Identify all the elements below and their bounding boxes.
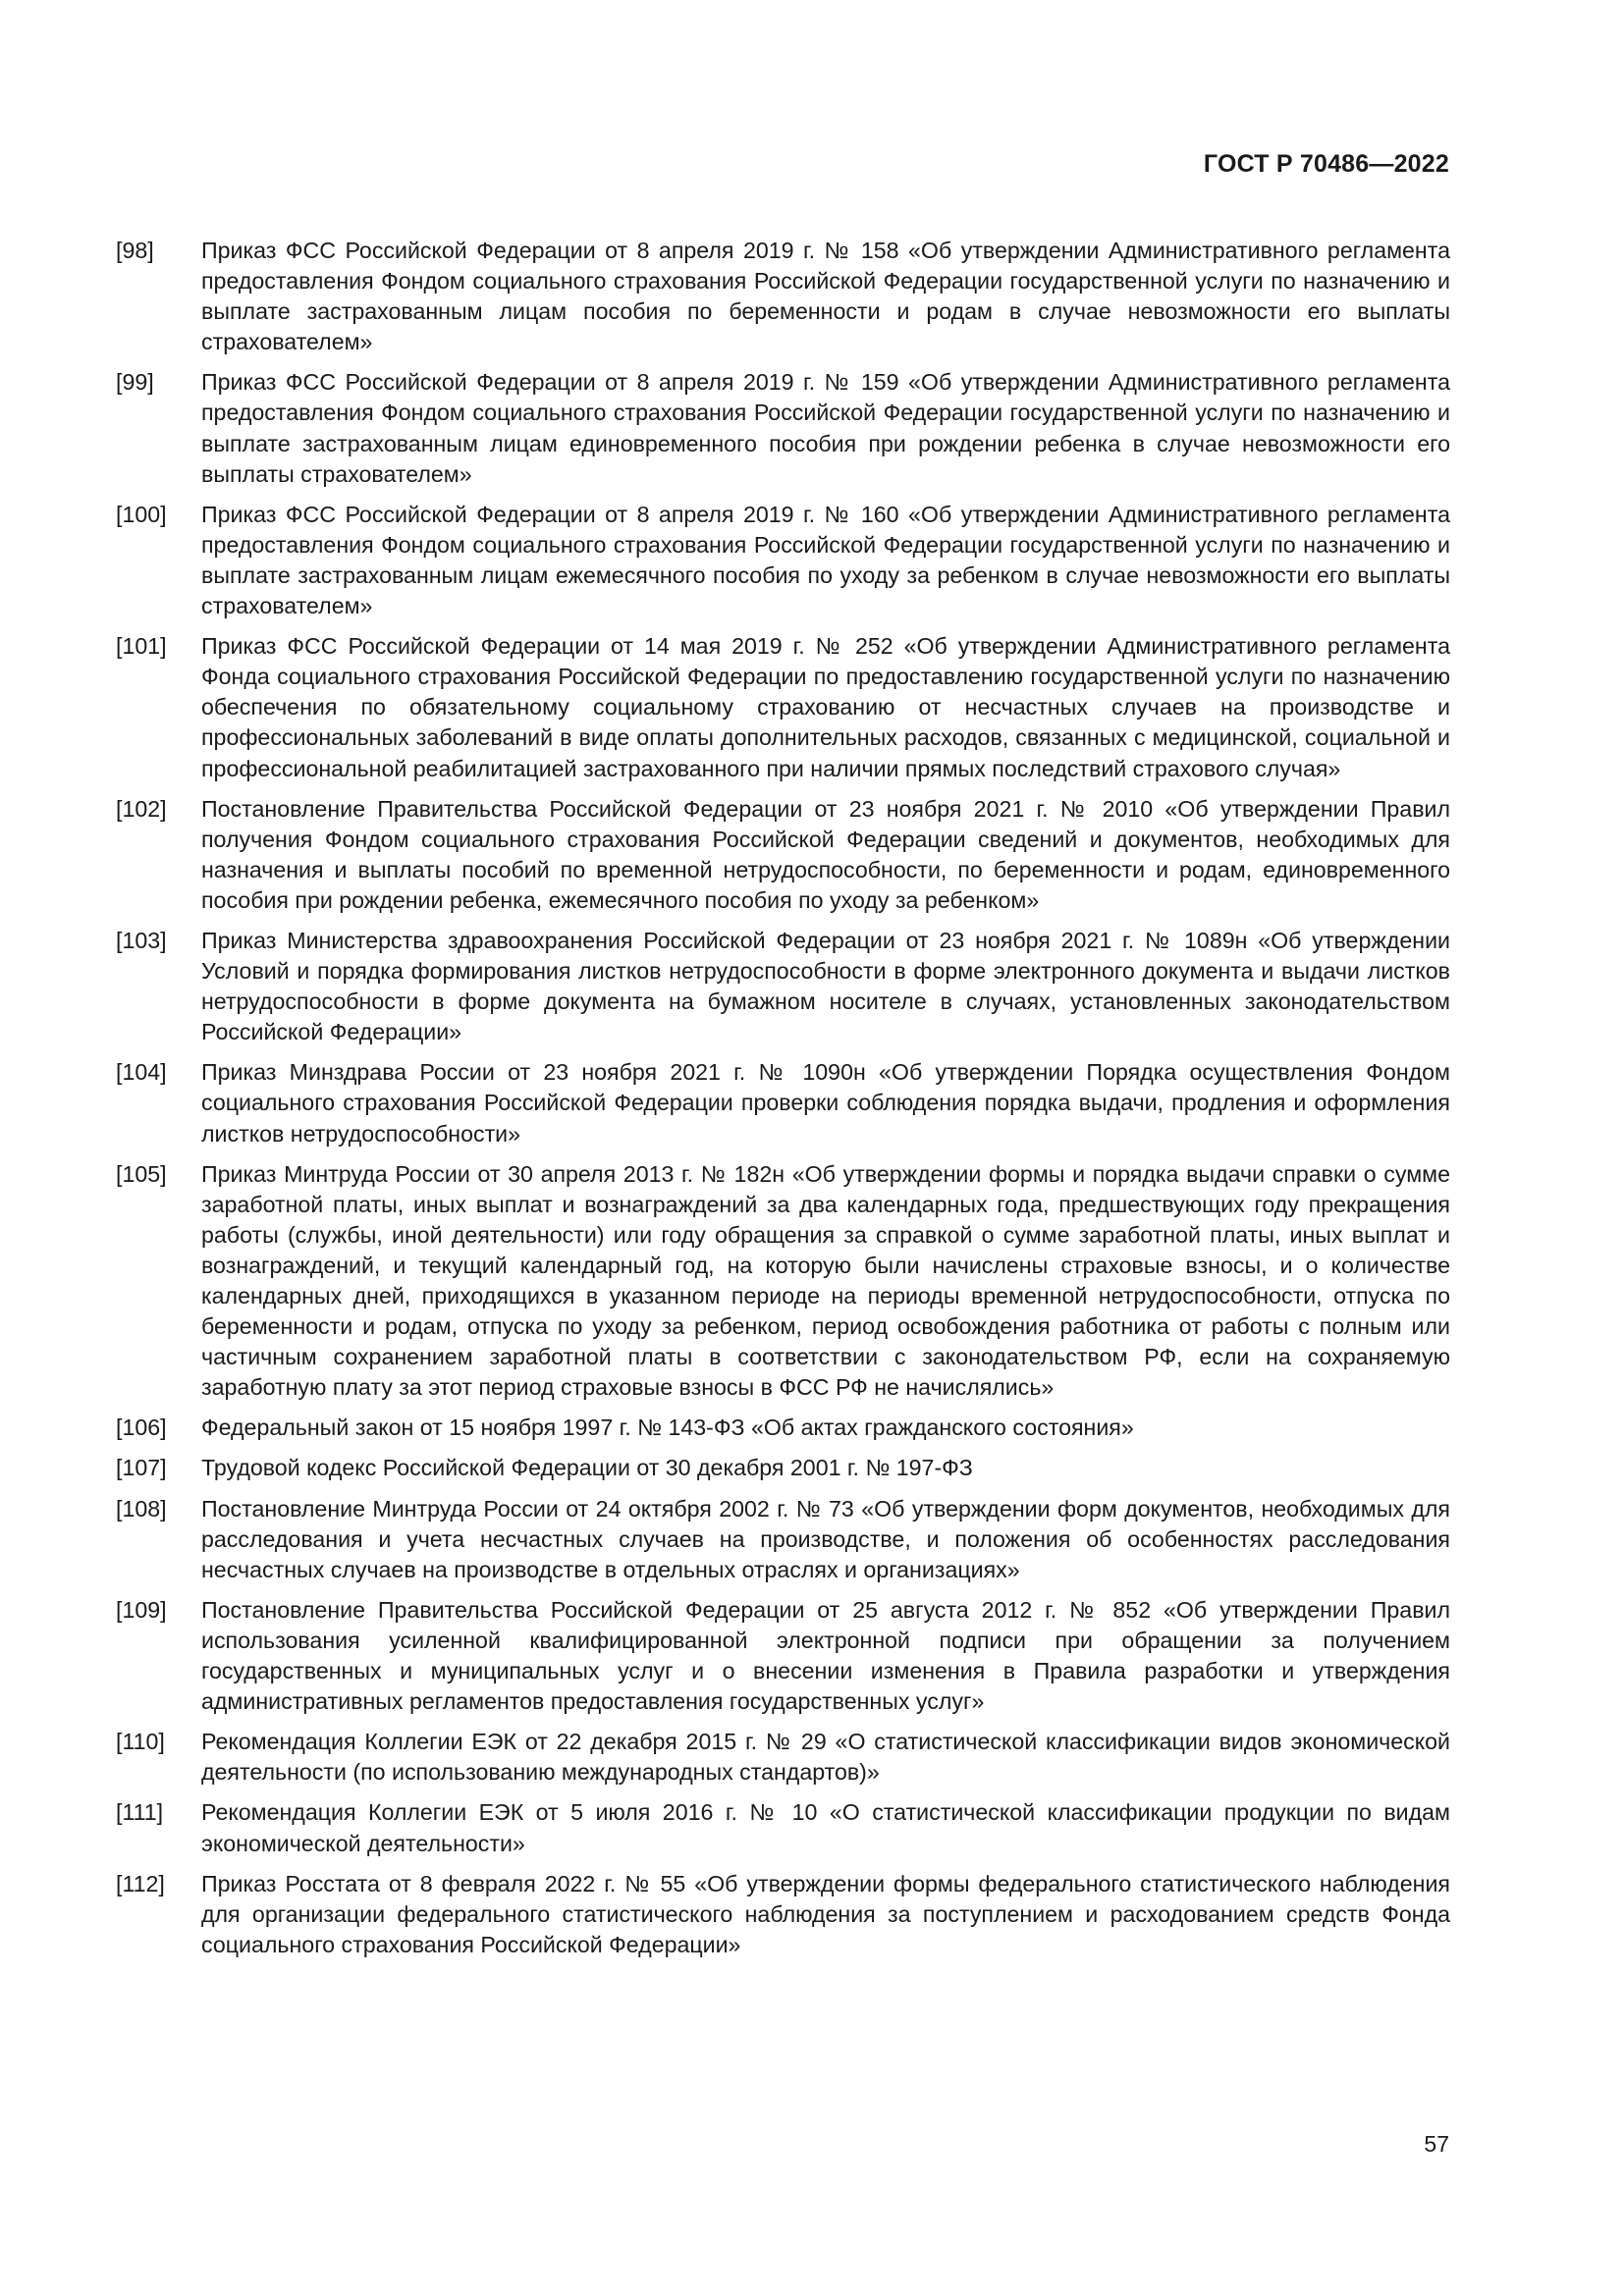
- entry-number: [108]: [116, 1495, 167, 1522]
- entry-text: Федеральный закон от 15 ноября 1997 г. № 143-ФЗ «Об актах гражданского состояния»: [201, 1415, 1134, 1441]
- entry-number: [109]: [116, 1596, 167, 1623]
- entry-number: [98]: [116, 238, 154, 263]
- bibliography-entry: [116, 500, 1450, 621]
- bibliography-list: [116, 236, 1450, 1970]
- entry-text: Постановление Правительства Российской Федерации от 23 ноября 2021 г. № 2010 «Об утверждении Правил получения Фондом социального страхования Российской Федерации сведений и документов, необходимых для назначения и выплаты пособий по временной нетрудоспособности, по беременности и родам, единовременного пособия при рождении ребенка, ежемесячного пособия по уходу за ребенком»: [201, 795, 1450, 913]
- bibliography-entry: [116, 236, 1450, 357]
- bibliography-entry: [116, 631, 1450, 783]
- entry-number: [106]: [116, 1415, 167, 1441]
- entry-number: [105]: [116, 1160, 167, 1187]
- entry-text: Приказ Минтруда России от 30 апреля 2013 г. № 182н «Об утверждении формы и порядка выдачи справки о сумме заработной платы, иных выплат и вознаграждений за два календарных года, предшествующих году прекращения работы (службы, иной деятельности) или году обращения за справкой о сумме заработной платы, иных выплат и вознаграждений, и текущий календарный год, на которую были начислены страховые взносы, и о количестве календарных дней, приходящихся в указанном периоде на периоды временной нетрудоспособности, отпуска по беременности и родам, отпуска по уходу за ребенком, период освобождения работника от работы с полным или частичным сохранением заработной платы в соответствии с законодательством РФ, если на сохраняемую заработную плату за этот период страховые взносы в ФСС РФ не начислялись»: [201, 1160, 1450, 1401]
- bibliography-entry: [116, 926, 1450, 1047]
- bibliography-entry: [116, 1494, 1450, 1585]
- entry-number: [101]: [116, 633, 167, 660]
- entry-number: [112]: [116, 1870, 165, 1896]
- entry-text: Приказ Минздрава России от 23 ноября 2021 г. № 1090н «Об утверждении Порядка осуществления Фондом социального страхования Российской Федерации проверки соблюдения порядка выдачи, продления и оформления листков нетрудоспособности»: [201, 1059, 1450, 1147]
- entry-text: Приказ ФСС Российской Федерации от 8 апреля 2019 г. № 158 «Об утверждении Административного регламента предоставления Фондом социального страхования Российской Федерации государственной услуги по назначению и выплате застрахованным лицам пособия по беременности и родам в случае невозможности его выплаты страхователем»: [201, 238, 1450, 355]
- entry-number: [111]: [116, 1799, 164, 1826]
- entry-number: [99]: [116, 369, 154, 396]
- entry-number: [100]: [116, 501, 167, 527]
- bibliography-entry: [116, 1453, 1450, 1483]
- entry-text: Рекомендация Коллегии ЕЭК от 22 декабря 2015 г. № 29 «О статистической классификации видов экономической деятельности (по использованию международных стандартов)»: [201, 1729, 1450, 1786]
- entry-number: [107]: [116, 1455, 167, 1481]
- page-number: 57: [1424, 2131, 1449, 2157]
- bibliography-entry: [116, 1727, 1450, 1788]
- bibliography-entry: [116, 1159, 1450, 1404]
- entry-number: [110]: [116, 1729, 165, 1755]
- entry-number: [102]: [116, 795, 167, 822]
- bibliography-entry: [116, 1595, 1450, 1717]
- bibliography-entry: [116, 1797, 1450, 1858]
- bibliography-entry: [116, 1869, 1450, 1960]
- bibliography-entry: [116, 794, 1450, 916]
- entry-text: Постановление Минтруда России от 24 октября 2002 г. № 73 «Об утверждении форм документов, необходимых для расследования и учета несчастных случаев на производстве, и положения об особенностях расследования несчастных случаев на производстве в отдельных отраслях и организациях»: [201, 1495, 1450, 1582]
- entry-text: Приказ ФСС Российской Федерации от 14 мая 2019 г. № 252 «Об утверждении Административного регламента Фонда социального страхования Российской Федерации по предоставлению государственной услуги по назначению обеспечения по обязательному социальному страхованию от несчастных случаев на производстве и профессиональных заболеваний в виде оплаты дополнительных расходов, связанных с медицинской, социальной и профессиональной реабилитацией застрахованного при наличии прямых последствий страхового случая»: [201, 633, 1450, 781]
- entry-number: [104]: [116, 1059, 167, 1086]
- document-header: ГОСТ Р 70486—2022: [1203, 150, 1449, 178]
- entry-text: Приказ ФСС Российской Федерации от 8 апреля 2019 г. № 159 «Об утверждении Административного регламента предоставления Фондом социального страхования Российской Федерации государственной услуги по назначению и выплате застрахованным лицам единовременного пособия при рождении ребенка в случае невозможности его выплаты страхователем»: [201, 369, 1450, 487]
- entry-text: Приказ Министерства здравоохранения Российской Федерации от 23 ноября 2021 г. № 1089н «Об утверждении Условий и порядка формирования листков нетрудоспособности в форме электронного документа и выдачи листков нетрудоспособности в форме документа на бумажном носителе в случаях, установленных законодательством Российской Федерации»: [201, 927, 1450, 1045]
- entry-text: Приказ Росстата от 8 февраля 2022 г. № 55 «Об утверждении формы федерального статистического наблюдения для организации федерального статистического наблюдения за поступлением и расходованием средств Фонда социального страхования Российской Федерации»: [201, 1870, 1450, 1957]
- entry-text: Трудовой кодекс Российской Федерации от 30 декабря 2001 г. № 197-ФЗ: [201, 1455, 973, 1481]
- entry-text: Приказ ФСС Российской Федерации от 8 апреля 2019 г. № 160 «Об утверждении Административного регламента предоставления Фондом социального страхования Российской Федерации государственной услуги по назначению и выплате застрахованным лицам ежемесячного пособия по уходу за ребенком в случае невозможности его выплаты страхователем»: [201, 501, 1450, 619]
- bibliography-entry: [116, 1057, 1450, 1148]
- entry-number: [103]: [116, 927, 167, 953]
- entry-text: Рекомендация Коллегии ЕЭК от 5 июля 2016 г. № 10 «О статистической классификации продукции по видам экономической деятельности»: [201, 1799, 1450, 1856]
- bibliography-entry: [116, 367, 1450, 489]
- bibliography-entry: [116, 1413, 1450, 1443]
- entry-text: Постановление Правительства Российской Федерации от 25 августа 2012 г. № 852 «Об утверждении Правил использования усиленной квалифицированной электронной подписи при обращении за получением государственных и муниципальных услуг и о внесении изменения в Правила разработки и утверждения административных регламентов предоставления государственных услуг»: [201, 1596, 1450, 1715]
